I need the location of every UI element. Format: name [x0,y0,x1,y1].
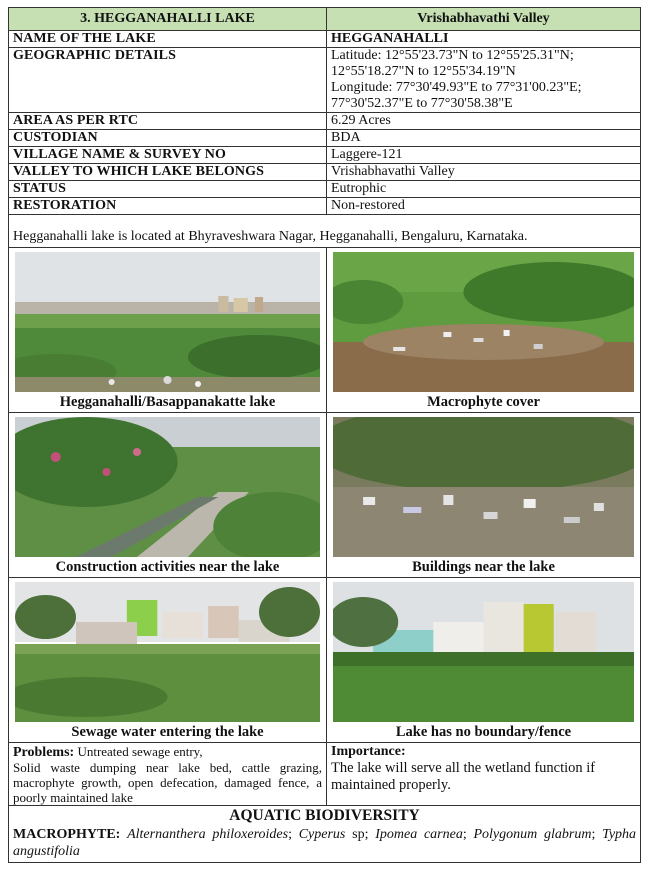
label-custodian: CUSTODIAN [9,130,327,147]
photo-caption-construction: Construction activities near the lake [55,559,280,575]
photo-row-3 [9,578,641,743]
problems-first: Untreated sewage entry, [77,744,203,759]
value-valley: Vrishabhavathi Valley [327,164,641,181]
detail-row-geo [9,48,641,113]
label-restoration: RESTORATION [9,198,327,215]
photo-caption-no-fence: Lake has no boundary/fence [395,724,572,740]
value-status: Eutrophic [327,181,641,198]
species-1: Alternanthera philoxeroides [127,827,289,842]
lake-photo [15,252,320,392]
lake-details-table [8,7,641,863]
macrophyte-list: MACROPHYTE: Alternanthera philoxeroides; Cyperus sp; Ipomea carnea; Polygonum glabrum; Typha angustifolia [13,827,637,859]
importance-heading: Importance: [331,744,406,759]
value-custodian: BDA [327,130,641,147]
macrophyte-photo [333,252,634,392]
species-3: Ipomea carnea [375,827,463,842]
construction-photo [15,417,320,557]
detail-row-name [9,31,641,48]
label-village: VILLAGE NAME & SURVEY NO [9,147,327,164]
photo-caption-buildings: Buildings near the lake [412,559,555,575]
header-row [9,8,641,31]
problems-importance-row [9,743,641,806]
label-area: AREA AS PER RTC [9,113,327,130]
lake-description: Hegganahalli lake is located at Bhyraveshwara Nagar, Hegganahalli, Bengaluru, Karnataka. [9,215,641,248]
no-fence-photo [333,582,634,722]
detail-row-restoration [9,198,641,215]
importance-text: The lake will serve all the wetland function if maintained properly. [331,760,596,793]
problems-cell [9,743,327,806]
value-area: 6.29 Acres [327,113,641,130]
buildings-photo [333,417,634,557]
photo-row-2 [9,413,641,578]
geo-line-2: 12°55'18.27"N to 12°55'34.19"N [331,64,516,79]
value-village: Laggere-121 [327,147,641,164]
label-name-of-lake: NAME OF THE LAKE [9,31,327,48]
species-5: Typha angustifolia [13,827,637,859]
detail-row-custodian [9,130,641,147]
lake-title: 3. HEGGANAHALLI LAKE [9,8,327,31]
description-row [9,215,641,248]
photo-cell-construction [9,413,327,578]
biodiversity-cell [9,806,641,863]
photo-cell-macrophyte [327,248,641,413]
geo-line-4: 77°30'52.37"E to 77°30'58.38"E [331,96,513,111]
detail-row-village [9,147,641,164]
value-restoration: Non-restored [327,198,641,215]
detail-row-area [9,113,641,130]
importance-cell [327,743,641,806]
sewage-photo [15,582,320,722]
photo-row-1 [9,248,641,413]
detail-row-status [9,181,641,198]
biodiversity-title: AQUATIC BIODIVERSITY [229,807,420,824]
problems-heading: Problems: [13,745,75,760]
detail-row-valley [9,164,641,181]
macrophyte-label: MACROPHYTE: [13,827,121,842]
value-name-of-lake: HEGGANAHALLI [327,31,641,48]
photo-cell-no-fence [327,578,641,743]
value-geographic-details [327,48,641,113]
species-2-suffix: sp [352,827,365,842]
species-4: Polygonum glabrum [473,827,592,842]
geo-line-1: Latitude: 12°55'23.73"N to 12°55'25.31"N; [331,48,574,63]
problems-text: Solid waste dumping near lake bed, cattle grazing, macrophyte growth, open defecation, damaged fence, a poorly maintained lake [13,760,322,805]
label-valley: VALLEY TO WHICH LAKE BELONGS [9,164,327,181]
valley-title: Vrishabhavathi Valley [327,8,641,31]
photo-cell-sewage [9,578,327,743]
biodiversity-row [9,806,641,863]
lake-datasheet [8,7,640,863]
label-geographic-details: GEOGRAPHIC DETAILS [9,48,327,113]
photo-caption-lake: Hegganahalli/Basappanakatte lake [59,394,276,410]
species-2: Cyperus [298,827,346,842]
photo-caption-sewage: Sewage water entering the lake [71,724,264,740]
photo-caption-macrophyte: Macrophyte cover [427,394,540,410]
photo-cell-buildings [327,413,641,578]
label-status: STATUS [9,181,327,198]
photo-cell-lake [9,248,327,413]
geo-line-3: Longitude: 77°30'49.93"E to 77°31'00.23"E; [331,80,582,95]
